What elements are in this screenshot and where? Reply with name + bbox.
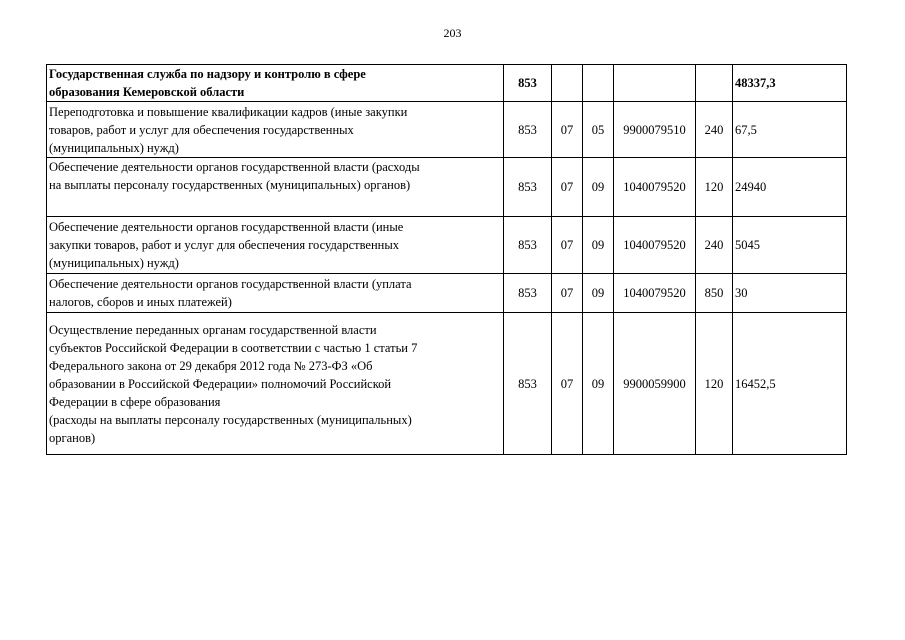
page-number: 203 [443, 26, 462, 40]
table-row [47, 313, 847, 455]
ministry-code-cell: 853 [504, 274, 552, 313]
amount-cell: 30 [733, 274, 847, 313]
amount-cell: 16452,5 [733, 313, 847, 455]
expense-type-cell: 240 [696, 217, 733, 274]
budget-table [46, 64, 847, 455]
expense-type-cell: 120 [696, 313, 733, 455]
row-description: Государственная служба по надзору и контролю в сфере образования Кемеровской области [47, 65, 504, 102]
amount-cell: 48337,3 [733, 65, 847, 102]
subsection-cell: 05 [583, 102, 614, 158]
table-row [47, 102, 847, 158]
table-row [47, 274, 847, 313]
target-article-cell: 9900079510 [614, 102, 696, 158]
amount-cell: 24940 [733, 158, 847, 217]
table-row [47, 217, 847, 274]
section-cell: 07 [552, 102, 583, 158]
target-article-cell: 9900059900 [614, 313, 696, 455]
subsection-cell [583, 65, 614, 102]
section-cell: 07 [552, 274, 583, 313]
target-article-cell [614, 65, 696, 102]
target-article-cell: 1040079520 [614, 274, 696, 313]
expense-type-cell: 850 [696, 274, 733, 313]
subsection-cell: 09 [583, 217, 614, 274]
ministry-code-cell: 853 [504, 217, 552, 274]
table-row-header [47, 65, 847, 102]
subsection-cell: 09 [583, 313, 614, 455]
target-article-cell: 1040079520 [614, 217, 696, 274]
row-description: Обеспечение деятельности органов государственной власти (иные закупки товаров, работ и услуг для обеспечения государственных (муниципальных) нужд) [47, 217, 504, 274]
amount-cell: 67,5 [733, 102, 847, 158]
subsection-cell: 09 [583, 274, 614, 313]
row-description: Обеспечение деятельности органов государственной власти (уплата налогов, сборов и иных платежей) [47, 274, 504, 313]
section-cell [552, 65, 583, 102]
ministry-code-cell: 853 [504, 158, 552, 217]
ministry-code-cell: 853 [504, 102, 552, 158]
ministry-code-cell: 853 [504, 313, 552, 455]
table-row [47, 158, 847, 217]
section-cell: 07 [552, 313, 583, 455]
ministry-code-cell: 853 [504, 65, 552, 102]
row-description: Обеспечение деятельности органов государственной власти (расходы на выплаты персоналу государственных (муниципальных) органов) [47, 158, 504, 217]
subsection-cell: 09 [583, 158, 614, 217]
section-cell: 07 [552, 217, 583, 274]
section-cell: 07 [552, 158, 583, 217]
row-description: Осуществление переданных органам государственной власти субъектов Российской Федерации в соответствии с частью 1 статьи 7 Федерального закона от 29 декабря 2012 года № 273-ФЗ «Об образовании в Российской Федерации» полномочий Российской Федерации в сфере образования (расходы на выплаты персоналу государственных (муниципальных) органов) [47, 313, 504, 455]
amount-cell: 5045 [733, 217, 847, 274]
expense-type-cell [696, 65, 733, 102]
row-description: Переподготовка и повышение квалификации кадров (иные закупки товаров, работ и услуг для обеспечения государственных (муниципальных) нужд) [47, 102, 504, 158]
expense-type-cell: 120 [696, 158, 733, 217]
target-article-cell: 1040079520 [614, 158, 696, 217]
expense-type-cell: 240 [696, 102, 733, 158]
